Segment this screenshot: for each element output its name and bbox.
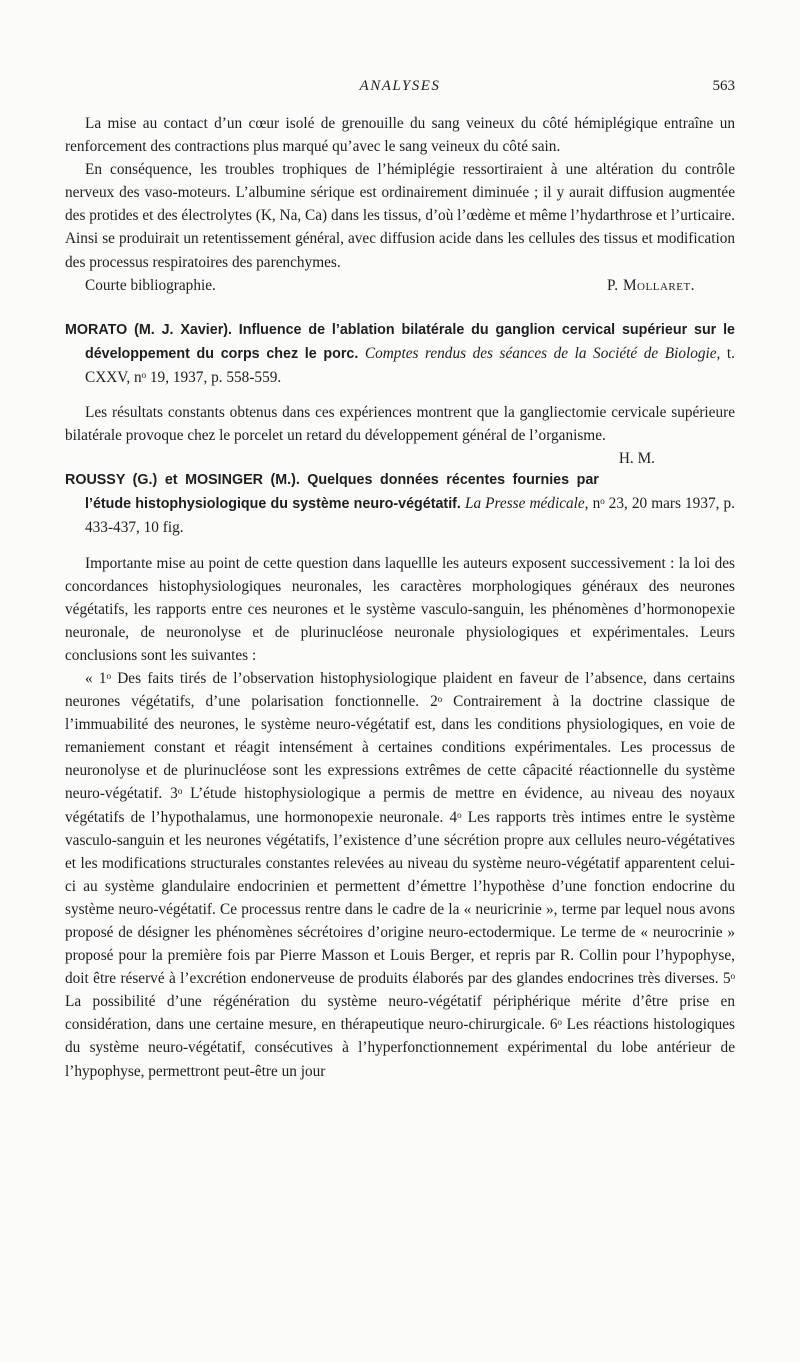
entry-journal: La Presse médicale, xyxy=(464,495,589,513)
abstract-entry xyxy=(65,468,735,1082)
intro-signature-line xyxy=(65,274,735,297)
reviewer-initials: H. M. xyxy=(618,450,655,468)
running-title: ANALYSES xyxy=(359,78,441,94)
entry-citation: nᵒ 23, 20 mars 1937, p. 433-437, 10 fig. xyxy=(85,495,735,537)
entry-heading xyxy=(65,468,735,539)
page-header xyxy=(65,78,735,102)
entry-abstract xyxy=(65,401,735,468)
entry-paragraph-1: Importante mise au point de cette question dans laquellle les auteurs exposent successivement : la loi des concordances histophysiologiques neuronales, les caractères morphologiques généraux des neurones végétatifs, les rapports entre ces neurones et le système vasculo-sanguin, les phénomènes d’hormonopexie neuronale, de neuronolyse et de plurinucléose neuronale physiologiques et expérimentales. Leurs conclusions sont les suivantes : xyxy=(65,554,735,664)
intro-paragraph-2: En conséquence, les troubles trophiques de l’hémiplégie ressortiraient à une altération du contrôle nerveux des vaso-moteurs. L’albumine sérique est ordinairement diminuée ; il y aurait diffusion augmentée des protides et des électrolytes (K, Na, Ca) dans les tissus, d’où l’œdème et même l’hydarthrose et l’urticaire. Ainsi se produirait un retentissement général, avec diffusion acide dans les cellules des tissus et modification des processus respiratoires des parenchymes. xyxy=(65,161,735,271)
entry-authors: ROUSSY (G.) et MOSINGER (M.). xyxy=(65,472,300,489)
entry-citation: t. CXXV, nᵒ 19, 1937, p. 558-559. xyxy=(85,344,735,386)
entry-heading xyxy=(65,318,735,389)
page-content xyxy=(65,112,735,1083)
entry-paragraph-2: « 1ᵒ Des faits tirés de l’observation histophysiologique plaident en faveur de l’absence, dans certains neurones végétatifs, d’une polarisation fonctionnelle. 2ᵒ Contrairement à la doctrine classique de l’immuabilité des neurones, le système neuro-végétatif est, dans les conditions physiologiques, en voie de remaniement constant et réagit intensément à certaines conditions expérimentales. Les processus de neuronolyse et de plurinucléose sont les expressions extrêmes de cette câpacité réactionnelle du système neuro-végétatif. 3ᵒ L’étude histophysiologique a permis de mettre en évidence, au niveau des noyaux végétatifs de l’hypothalamus, une hormonopexie neuronale. 4ᵒ Les rapports très intimes entre le système vasculo-sanguin et les neurones végétatifs, l’existence d’une sécrétion propre aux cellules neuro-végétatives et les modifications structurales constantes relevées au niveau du système neuro-végétatif apparentent celui-ci au système glandulaire endocrinien et permettent d’émettre l’hypothèse d’une fonction endocrine du système neuro-végétatif. Ce processus rentre dans le cadre de la « neuricrinie », terme par lequel nous avons proposé de désigner les phénomènes sécrétoires d’origine neuro-ectodermique. Le terme de « neurocrinie » proposé pour la première fois par Pierre Masson et Louis Berger, et repris par R. Collin pour l’hypophyse, doit être réservé à l’excrétion endonerveuse de produits élaborés par des glandes endocrines très diverses. 5ᵒ La possibilité d’une régénération du système neuro-végétatif périphérique mérite d’être prise en considération, dans une certaine mesure, en thérapeutique neuro-chirurgicale. 6ᵒ Les réactions histologiques du système neuro-végétatif, consécutives à l’hyperfonctionnement expérimental du lobe antérieur de l’hypophyse, permettront peut-être un jour xyxy=(65,669,735,1080)
abstract-entry xyxy=(65,318,736,468)
entry-authors: MORATO (M. J. Xavier). xyxy=(65,321,233,338)
reviewer-signature: P. Mollaret. xyxy=(607,276,695,294)
entry-journal: Comptes rendus des séances de la Société de Biologie, xyxy=(364,344,721,362)
entry-title: Influence de l’ablation bilatérale du ganglion cervical supérieur sur le développement du corps chez le porc. xyxy=(85,321,736,362)
entry-abstract-text: Les résultats constants obtenus dans ces expériences montrent que la gangliectomie cervicale supérieure bilatérale provoque chez le porcelet un retard du développement général de l’organisme. xyxy=(65,404,735,445)
page-number: 563 xyxy=(712,78,735,94)
entry-title: Quelques données récentes fournies par l’étude histophysiologique du système neuro-végétatif. xyxy=(85,472,599,513)
intro-paragraph-1: La mise au contact d’un cœur isolé de grenouille du sang veineux du côté hémiplégique entraîne un renforcement des contractions plus marqué qu’avec le sang veineux du côté sain. xyxy=(65,115,735,156)
bibliography-note: Courte bibliographie. xyxy=(85,276,216,294)
